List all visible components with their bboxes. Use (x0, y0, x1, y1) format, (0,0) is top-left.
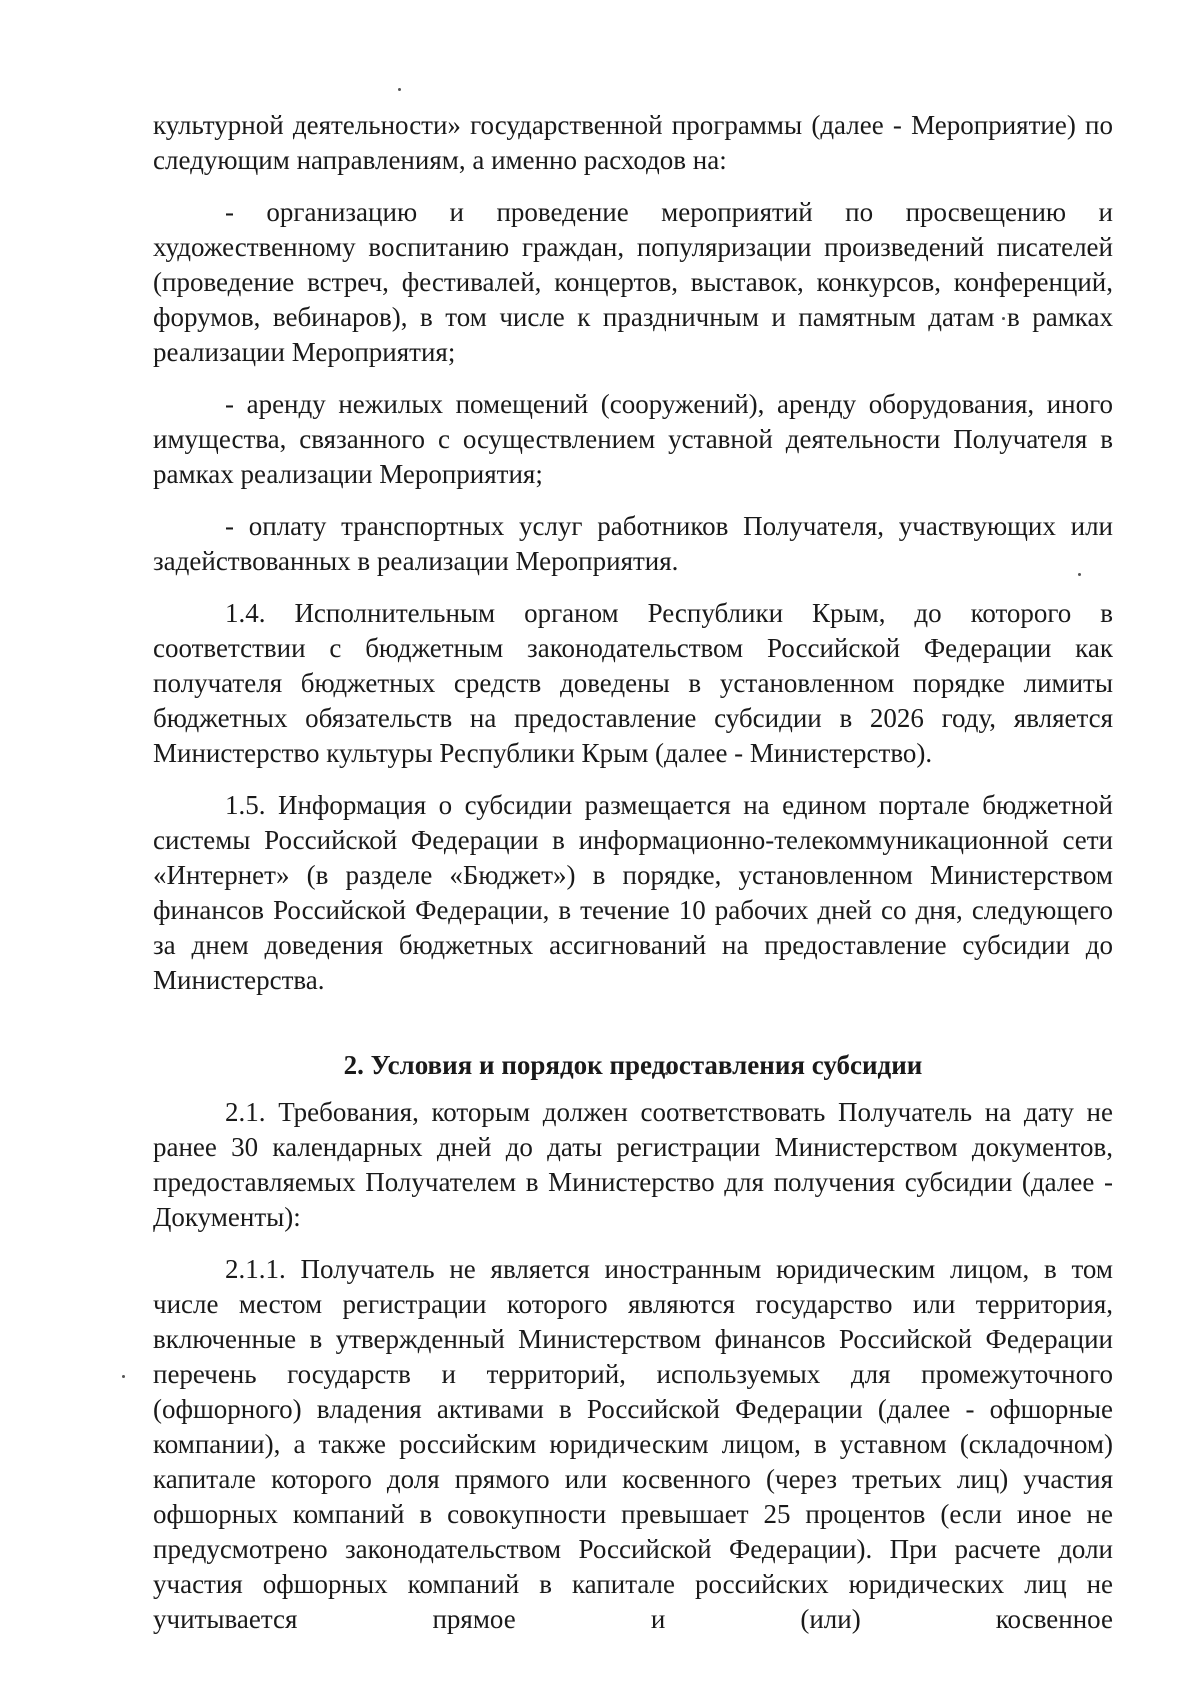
paragraph-item-1: - организацию и проведение мероприятий по просвещению и художественному воспитанию граждан, популяризации произведений писателей (проведение встреч, фестивалей, концертов, выставок, конкурсов, конференций, форумов, вебинаров), в том числе к праздничным и памятным датам в рамках реализации Мероприятия; (153, 197, 1113, 367)
scan-speck (398, 88, 401, 91)
document-body (153, 108, 1113, 1654)
section-2-title: 2. Условия и порядок предоставления субсидии (343, 1050, 923, 1080)
paragraph-continuation: культурной деятельности» государственной программы (далее - Мероприятие) по следующим направлениям, а именно расходов на: (153, 110, 1113, 175)
paragraph-2-1-1: 2.1.1. Получатель не является иностранным юридическим лицом, в том числе местом регистрации которого являются государство или территория, включенные в утвержденный Министерством финансов Российской Федерации перечень государств и территорий, используемых для промежуточного (офшорного) владения активами в Российской Федерации (далее - офшорные компании), а также российским юридическим лицом, в уставном (складочном) капитале которого доля прямого или косвенного (через третьих лиц) участия офшорных компаний в совокупности превышает 25 процентов (если иное не предусмотрено законодательством Российской Федерации). При расчете доли участия офшорных компаний в капитале российских юридических лиц не учитывается прямое и (или) косвенное (153, 1254, 1113, 1634)
paragraph-item-3: - оплату транспортных услуг работников Получателя, участвующих или задействованных в реализации Мероприятия. (153, 511, 1113, 576)
paragraph-2-1: 2.1. Требования, которым должен соответствовать Получатель на дату не ранее 30 календарных дней до даты регистрации Министерством документов, предоставляемых Получателем в Министерство для получения субсидии (далее - Документы): (153, 1097, 1113, 1232)
scan-speck (122, 1375, 125, 1378)
paragraph-1-5: 1.5. Информация о субсидии размещается на едином портале бюджетной системы Российской Федерации в информационно-телекоммуникационной сети «Интернет» (в разделе «Бюджет») в порядке, установленном Министерством финансов Российской Федерации, в течение 10 рабочих дней со дня, следующего за днем доведения бюджетных ассигнований на предоставление субсидии до Министерства. (153, 790, 1113, 995)
paragraph-item-2: - аренду нежилых помещений (сооружений), аренду оборудования, иного имущества, связанного с осуществлением уставной деятельности Получателя в рамках реализации Мероприятия; (153, 389, 1113, 489)
paragraph-1-4: 1.4. Исполнительным органом Республики Крым, до которого в соответствии с бюджетным законодательством Российской Федерации как получателя бюджетных средств доведены в установленном порядке лимиты бюджетных обязательств на предоставление субсидии в 2026 году, является Министерство культуры Республики Крым (далее - Министерство). (153, 598, 1113, 768)
